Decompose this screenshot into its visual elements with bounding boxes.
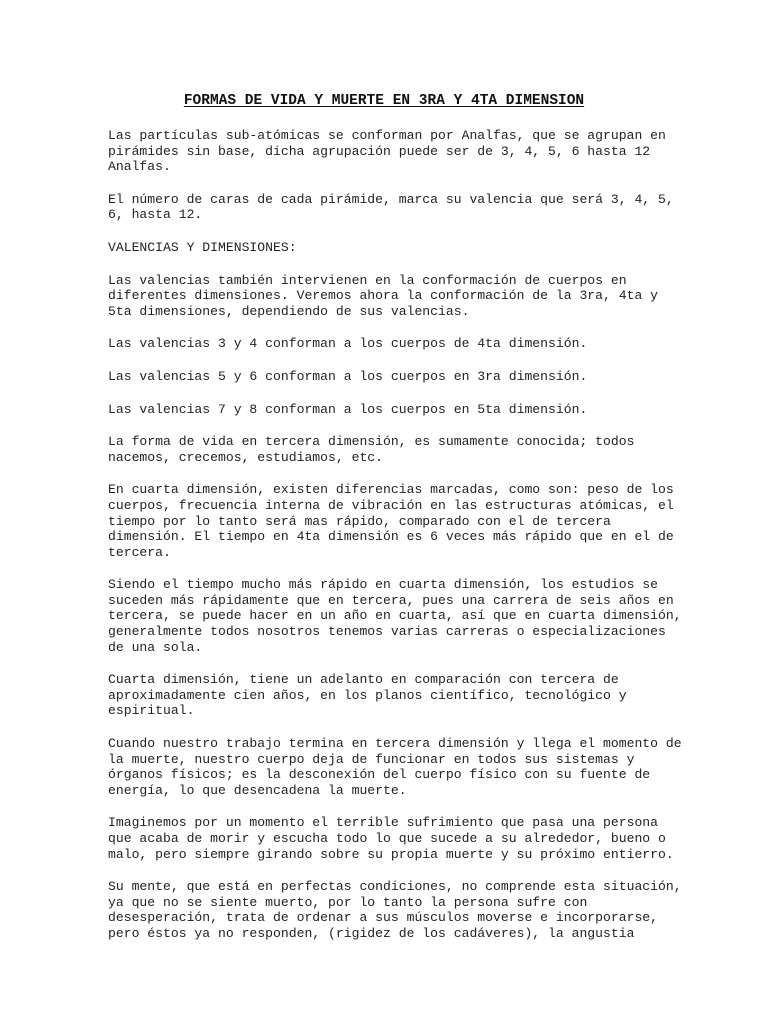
- text-line: Las valencias también intervienen en la conformación de cuerpos en: [108, 272, 627, 288]
- text-line: El número de caras de cada pirámide, marca su valencia que será 3, 4, 5,: [108, 191, 674, 207]
- text-line: cuerpos, frecuencia interna de vibración en las estructuras atómicas, el: [108, 497, 674, 513]
- document-title: [0, 92, 768, 110]
- text-line: pero éstos ya no responden, (rigidez de los cadáveres), la angustia: [108, 925, 635, 941]
- text-line: tiempo por lo tanto será mas rápido, comparado con el de tercera: [108, 513, 611, 529]
- paragraph: [108, 577, 688, 655]
- text-line: La forma de vida en tercera dimensión, es sumamente conocida; todos: [108, 434, 635, 450]
- text-line: En cuarta dimensión, existen diferencias marcadas, como son: peso de los: [108, 482, 674, 498]
- paragraph: [108, 192, 688, 223]
- text-line: Las valencias 5 y 6 conforman a los cuerpos en 3ra dimensión.: [108, 368, 588, 384]
- paragraph: [108, 672, 688, 719]
- text-line: Siendo el tiempo mucho más rápido en cuarta dimensión, los estudios se: [108, 577, 659, 593]
- text-line: que acaba de morir y escucha todo lo que sucede a su alrededor, bueno o: [108, 831, 666, 846]
- text-line: dimensión. El tiempo en 4ta dimensión es 6 veces más rápido que en el de: [108, 529, 674, 545]
- text-line: órganos físicos; es la desconexión del cuerpo físico con su fuente de: [108, 767, 651, 783]
- text-line: Cuando nuestro trabajo termina en tercera dimensión y llega el momento de: [108, 736, 682, 752]
- text-line: ya que no se siente muerto, por lo tanto la persona sufre con: [108, 894, 588, 910]
- paragraph: [108, 879, 688, 941]
- text-line: VALENCIAS Y DIMENSIONES:: [108, 239, 297, 255]
- text-line: 6, hasta 12.: [108, 207, 203, 223]
- text-line: la muerte, nuestro cuerpo deja de funcionar en todos sus sistemas y: [108, 751, 635, 767]
- text-line: Las partículas sub-atómicas se conforman por Analfas, que se agrupan en: [108, 128, 666, 143]
- text-line: tercera, se puede hacer en un año en cuarta, así que en cuarta dimensión,: [108, 608, 682, 624]
- document-body: [108, 128, 688, 959]
- text-line: Analfas.: [108, 159, 171, 175]
- text-line: Cuarta dimensión, tiene un adelanto en comparación con tercera de: [108, 672, 619, 688]
- text-line: diferentes dimensiones. Veremos ahora la conformación de la 3ra, 4ta y: [108, 288, 659, 304]
- text-line: pirámides sin base, dicha agrupación puede ser de 3, 4, 5, 6 hasta 12: [108, 143, 651, 159]
- paragraph: [108, 434, 688, 465]
- text-line: Su mente, que está en perfectas condiciones, no comprende esta situación,: [108, 879, 682, 895]
- text-line: de una sola.: [108, 639, 203, 655]
- text-line: generalmente todos nosotros tenemos varias carreras o especializaciones: [108, 624, 666, 640]
- paragraph: [108, 336, 688, 352]
- text-line: desesperación, trata de ordenar a sus músculos moverse e incorporarse,: [108, 910, 659, 926]
- text-line: 5ta dimensiones, dependiendo de sus valencias.: [108, 303, 470, 319]
- text-line: aproximadamente cien años, en los planos científico, tecnológico y: [108, 687, 627, 703]
- paragraph: [108, 240, 688, 256]
- paragraph: [108, 736, 688, 798]
- text-line: nacemos, crecemos, estudiamos, etc.: [108, 449, 384, 465]
- text-line: tercera.: [108, 544, 171, 560]
- text-line: Las valencias 3 y 4 conforman a los cuerpos de 4ta dimensión.: [108, 336, 588, 352]
- paragraph: [108, 402, 688, 418]
- paragraph: [108, 369, 688, 385]
- paragraph: [108, 128, 688, 175]
- text-line: Las valencias 7 y 8 conforman a los cuerpos en 5ta dimensión.: [108, 401, 588, 417]
- text-line: energía, lo que desencadena la muerte.: [108, 782, 407, 798]
- text-line: espiritual.: [108, 703, 195, 719]
- paragraph: [108, 815, 688, 862]
- paragraph: [108, 273, 688, 320]
- paragraph: [108, 482, 688, 560]
- text-line: malo, pero siempre girando sobre su propia muerte y su próximo entierro.: [108, 846, 674, 862]
- document-title-text: FORMAS DE VIDA Y MUERTE EN 3RA Y 4TA DIMENSION: [183, 93, 585, 109]
- text-line: suceden más rápidamente que en tercera, pues una carrera de seis años en: [108, 592, 674, 608]
- text-line: Imaginemos por un momento el terrible sufrimiento que pasa una persona: [108, 815, 659, 831]
